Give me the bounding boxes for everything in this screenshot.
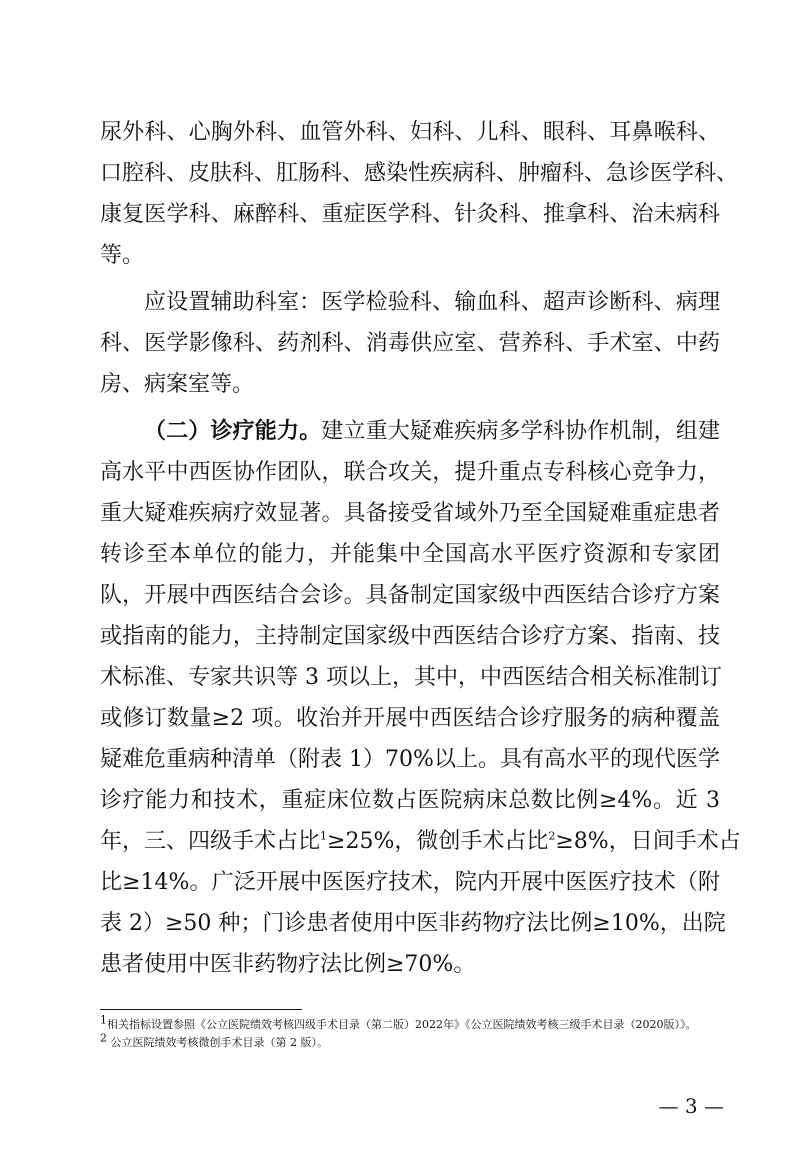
body-text: ≥25%，微创手术占比 — [327, 829, 549, 854]
body-line: 等。 — [100, 243, 145, 268]
document-body — [100, 112, 741, 985]
body-line: 尿外科、心胸外科、血管外科、妇科、儿科、眼科、耳鼻喉科、 — [100, 120, 720, 145]
body-line: 疑难危重病种清单（附表 1）70%以上。具有高水平的现代医学 — [100, 747, 720, 772]
body-line: 科、医学影像科、药剂科、消毒供应室、营养科、手术室、中药 — [100, 331, 720, 356]
body-line: 比≥14%。广泛开展中医医疗技术，院内开展中医医疗技术（附 — [100, 870, 720, 895]
footnote-2 — [100, 1031, 740, 1050]
footnote-mark-2: 2 — [100, 1031, 107, 1045]
body-line: 术标准、专家共识等 3 项以上，其中，中西医结合相关标准制订 — [100, 665, 722, 690]
footnote-1 — [100, 1013, 740, 1032]
footnote-text-1: 相关指标设置参照《公立医院绩效考核四级手术目录（第二版）2022年》《公立医院绩效考核三级手术目录（2020版）》。 — [107, 1018, 697, 1031]
body-line: 转诊至本单位的能力，并能集中全国高水平医疗资源和专家团 — [100, 542, 720, 567]
body-text: 年，三、四级手术占比 — [100, 829, 321, 854]
body-line: 房、病案室等。 — [100, 372, 255, 397]
footnote-text-2: 公立医院绩效考核微创手术目录（第 2 版）。 — [107, 1036, 328, 1049]
body-line: 康复医学科、麻醉科、重症医学科、针灸科、推拿科、治未病科 — [100, 202, 720, 227]
page-number: — 3 — — [658, 1094, 724, 1118]
footnote-ref-1[interactable]: 1 — [320, 829, 328, 843]
body-text: ≥8%，日间手术占 — [555, 829, 741, 854]
section-heading-line — [100, 411, 720, 452]
body-text: 建立重大疑难疾病多学科协作机制，组建 — [321, 419, 720, 444]
body-line: 诊疗能力和技术，重症床位数占医院病床总数比例≥4%。近 3 — [100, 788, 720, 813]
body-line: 应设置辅助科室：医学检验科、输血科、超声诊断科、病理 — [144, 290, 720, 315]
body-line: 队，开展中西医结合会诊。具备制定国家级中西医结合诊疗方案 — [100, 583, 720, 608]
footnote-divider — [100, 1009, 302, 1010]
body-line: 或修订数量≥2 项。收治并开展中西医结合诊疗服务的病种覆盖 — [100, 706, 720, 731]
body-line: 或指南的能力，主持制定国家级中西医结合诊疗方案、指南、技 — [100, 624, 720, 649]
footnote-mark-1: 1 — [100, 1013, 107, 1027]
body-line: 患者使用中医非药物疗法比例≥70%。 — [100, 952, 476, 977]
section-heading: （二）诊疗能力。 — [144, 418, 322, 444]
body-line: 重大疑难疾病疗效显著。具备接受省域外乃至全国疑难重症患者 — [100, 501, 720, 526]
body-line: 高水平中西医协作团队，联合攻关，提升重点专科核心竞争力， — [100, 460, 720, 485]
body-line: 口腔科、皮肤科、肛肠科、感染性疾病科、肿瘤科、急诊医学科、 — [100, 161, 739, 186]
body-line-with-footnote-refs — [100, 821, 741, 862]
body-line: 表 2）≥50 种；门诊患者使用中医非药物疗法比例≥10%，出院 — [100, 911, 726, 936]
footnote-ref-2[interactable]: 2 — [548, 829, 556, 843]
